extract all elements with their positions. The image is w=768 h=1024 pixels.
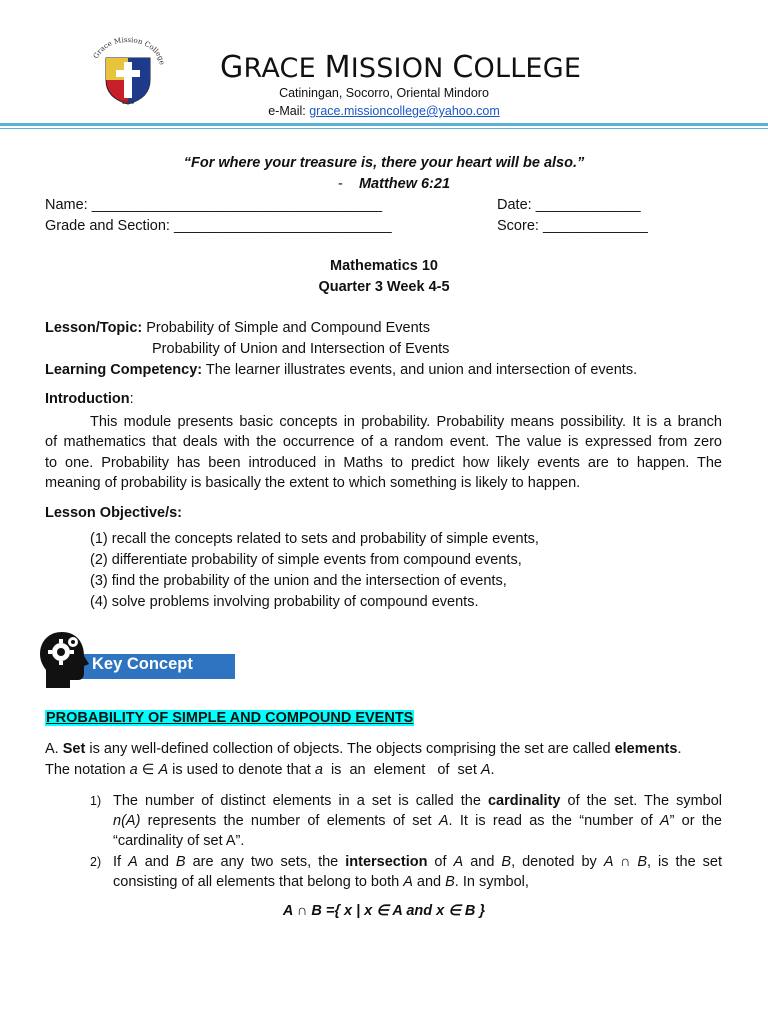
header-rule-thin: [0, 128, 768, 129]
email-label: e-Mail:: [268, 104, 310, 118]
introduction-heading: Introduction:: [45, 391, 134, 407]
cardinality-line-1: The number of distinct elements in a set is called the cardinality of the set. The symbol: [113, 793, 722, 809]
college-address: Catiningan, Socorro, Oriental Mindoro: [279, 86, 489, 100]
quarter-week: Quarter 3 Week 4-5: [318, 279, 450, 295]
quote-reference: - Matthew 6:21: [338, 176, 451, 192]
header-rule: [0, 123, 768, 126]
college-name: GRACE MISSION COLLEGE: [220, 50, 582, 85]
intersection-line-2: consisting of all elements that belong to both A and B. In symbol,: [113, 874, 529, 890]
intro-line-2: of mathematics that deals with the occurrence of a random event. The value is expressed from zero: [45, 434, 722, 450]
lesson-topic-2: Probability of Union and Intersection of Events: [152, 341, 450, 357]
intersection-line-1: If A and B are any two sets, the intersection of A and B, denoted by A ∩ B, is the set: [113, 854, 723, 870]
list-number: 2): [90, 855, 102, 869]
logo-text: Grace Mission College: [91, 36, 167, 66]
section-heading: PROBABILITY OF SIMPLE AND COMPOUND EVENTS: [46, 710, 414, 726]
bible-quote: “For where your treasure is, there your heart will be also.”: [183, 155, 585, 171]
list-number: 1): [90, 794, 102, 808]
college-email-line: [0, 104, 768, 118]
score-field[interactable]: Score: _____________: [497, 218, 648, 234]
key-concept-label: Key Concept: [92, 655, 193, 673]
objective-item: (4) solve problems involving probability of compound events.: [90, 594, 479, 610]
learning-competency: Learning Competency: The learner illustrates events, and union and intersection of events.: [45, 362, 638, 378]
cardinality-line-2: n(A) represents the number of elements of set A. It is read as the “number of A” or the: [113, 813, 722, 829]
objective-item: (1) recall the concepts related to sets and probability of simple events,: [90, 531, 539, 547]
date-field[interactable]: Date: _____________: [497, 197, 641, 213]
logo-year: 1979: [121, 100, 135, 106]
intro-line-4: meaning of probability is basically the extent to which something is likely to happen.: [45, 475, 581, 491]
intersection-formula: A ∩ B ={ x | x ∈ A and x ∈ B }: [282, 903, 486, 919]
cardinality-line-3: “cardinality of set A”.: [113, 833, 245, 849]
set-definition: A. Set is any well-defined collection of objects. The objects comprising the set are called elements.: [45, 741, 682, 757]
email-link[interactable]: grace.missioncollege@yahoo.com: [309, 104, 500, 118]
name-field[interactable]: Name: ____________________________________: [45, 197, 383, 213]
intro-line-1: This module presents basic concepts in probability. Probability means possibility. It is a branch: [90, 414, 722, 430]
grade-section-field[interactable]: Grade and Section: ___________________________: [45, 218, 392, 234]
objectives-heading: Lesson Objective/s:: [45, 505, 182, 521]
objective-item: (2) differentiate probability of simple events from compound events,: [90, 552, 522, 568]
objective-item: (3) find the probability of the union and the intersection of events,: [90, 573, 507, 589]
subject-title: Mathematics 10: [330, 258, 438, 274]
head-gears-icon: [40, 630, 90, 688]
intro-line-3: to one. Probability has been introduced in Maths to predict how likely events are to happen. The: [45, 455, 722, 471]
set-notation: The notation a ∈ A is used to denote that a is an element of set A.: [45, 762, 495, 778]
lesson-topic: Lesson/Topic: Probability of Simple and Compound Events: [45, 320, 430, 336]
